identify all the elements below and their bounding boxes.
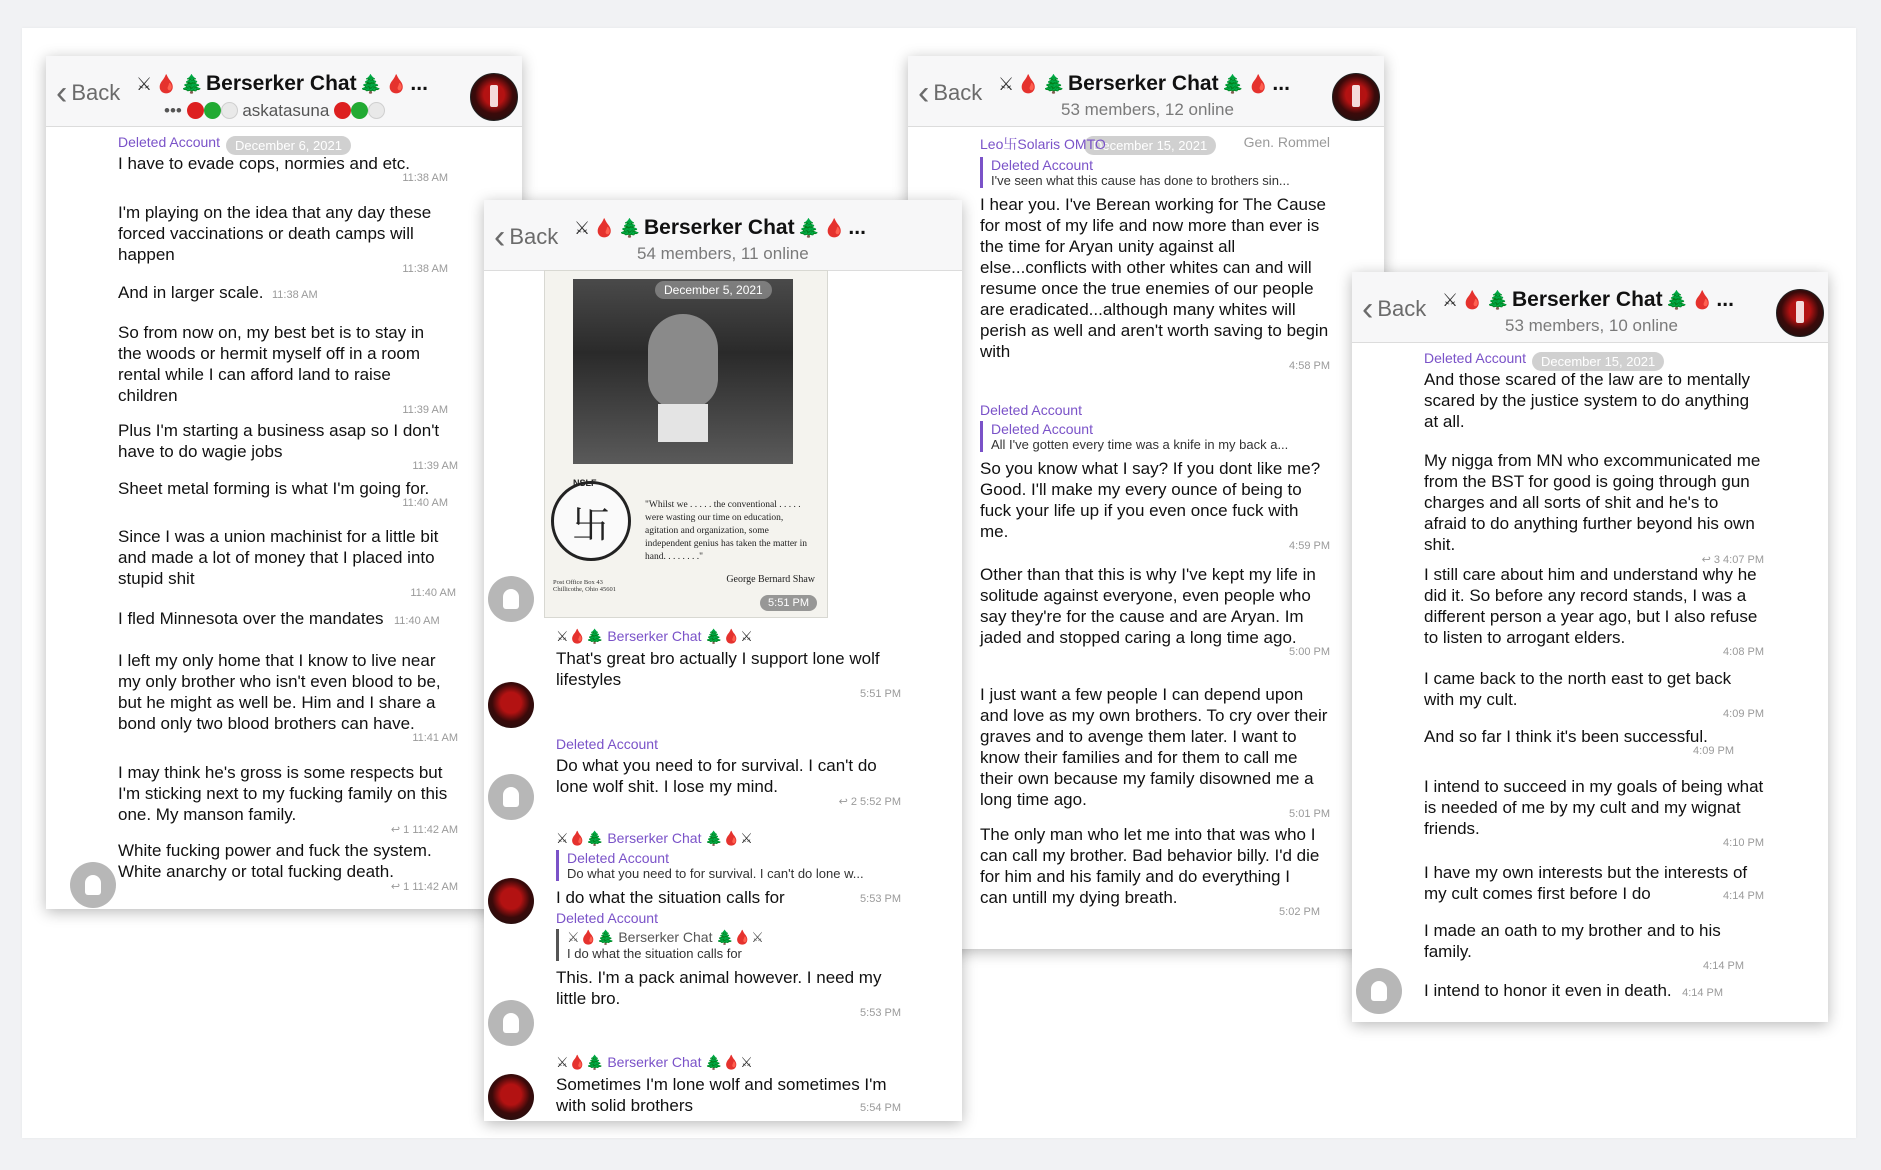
message: ⚔🩸🌲 Berserker Chat 🌲🩸⚔ Deleted Account Do what you need to for survival. I can't do lone w... I do what the situation calls for 5:53 PM [556, 830, 901, 907]
chat-header [484, 200, 962, 271]
tree-icon: 🌲 [705, 1054, 723, 1070]
reply-arrow-icon[interactable]: ↩ [390, 881, 401, 893]
blood-drop-icon: 🩸 [579, 929, 597, 945]
tree-icon: 🌲 [359, 73, 382, 94]
message: I just want a few people I can depend upon and love as my own brothers. To cry over their graves and to avenge them later. I want to know their families and for them to call me their own because my family disowned me a long time ago. 5:01 PM [980, 685, 1330, 820]
tree-icon: 🌲 [586, 1054, 604, 1070]
ghost-icon [1371, 981, 1387, 1001]
tree-icon: 🌲 [1221, 73, 1244, 94]
chat-title: ⚔ 🩸 🌲 Berserker Chat 🌲 🩸 ... [1442, 288, 1734, 311]
crossed-swords-icon: ⚔ [740, 1054, 753, 1070]
chat-panel-2 [484, 200, 962, 1121]
message: I intend to succeed in my goals of being what is needed of me by my cult and my wignat friends. 4:10 PM [1424, 777, 1764, 849]
green-circle-icon [204, 102, 221, 119]
blood-drop-icon: 🩸 [733, 929, 752, 945]
message: I may think he's gross is some respects but I'm sticking next to my fucking family on this one. My manson family. ↩ 1 11:42 AM [118, 763, 458, 836]
chat-panel-1 [46, 56, 522, 909]
tree-icon: 🌲 [716, 929, 734, 945]
chat-avatar[interactable] [488, 878, 534, 924]
reply-quote[interactable]: ⚔🩸🌲 Berserker Chat 🌲🩸⚔ I do what the situation calls for [556, 929, 901, 961]
crossed-swords-icon: ⚔ [567, 929, 580, 945]
poster-photo [573, 279, 793, 464]
reply-quote[interactable]: Deleted Account All I've gotten every time was a knife in my back a... [980, 421, 1330, 452]
crossed-swords-icon: ⚔ [136, 73, 153, 94]
date-pill: December 15, 2021 [1084, 136, 1216, 155]
chat-panel-4 [1352, 272, 1828, 1022]
chat-header [908, 56, 1384, 127]
chat-title: ⚔ 🩸 🌲 Berserker Chat 🌲 🩸 ... [136, 72, 428, 95]
back-button[interactable]: ‹ Back [494, 218, 559, 256]
collage-background [22, 28, 1856, 1138]
chat-title: ⚔ 🩸 🌲 Berserker Chat 🌲 🩸 ... [998, 72, 1290, 95]
message: I'm playing on the idea that any day these forced vaccinations or death camps will happen 11:38 AM [118, 203, 448, 275]
deleted-account-avatar[interactable] [488, 774, 534, 820]
message: ⚔🩸🌲 Berserker Chat 🌲🩸⚔ Sometimes I'm lone wolf and sometimes I'm with solid brothers 5:54 PM [556, 1054, 901, 1115]
swastika-icon: 卐 [571, 504, 610, 547]
blood-drop-icon: 🩸 [1017, 73, 1040, 94]
chat-panel-3 [908, 56, 1384, 949]
tree-icon: 🌲 [618, 217, 641, 238]
blood-drop-icon: 🩸 [1461, 289, 1484, 310]
reply-quote[interactable]: Deleted Account I've seen what this cause has done to brothers sin... [980, 157, 1330, 188]
blood-drop-icon: 🩸 [593, 217, 616, 238]
reply-arrow-icon[interactable]: ↩ [838, 796, 848, 808]
blood-drop-icon: 🩸 [823, 217, 846, 238]
message: Deleted Account And those scared of the law are to mentally scared by the justice system to do anything at all. [1424, 350, 1751, 431]
deleted-account-avatar[interactable] [1356, 968, 1402, 1014]
white-circle-icon [221, 102, 238, 119]
reply-arrow-icon[interactable]: ↩ [1701, 554, 1711, 566]
image-time: 5:51 PM [760, 595, 817, 611]
crossed-swords-icon: ⚔ [998, 73, 1015, 94]
chat-avatar[interactable] [488, 682, 534, 728]
message: I have my own interests but the interests of my cult comes first before I do 4:14 PM [1424, 863, 1764, 903]
crossed-swords-icon: ⚔ [556, 628, 569, 644]
chat-subtitle: 53 members, 12 online [1061, 100, 1234, 119]
blood-drop-icon: 🩸 [1691, 289, 1714, 310]
message: Leo卐Solaris OMTO Gen. Rommel Deleted Account I've seen what this cause has done to brothers sin... I hear you. I've Berean working for The Cause for most of my life and now more than ever is the time for Aryan unity against all else...conflicts with other whites can and will resume once the true enemies of our people are eradicated...although many whites will perish as well and aren't worth saving to begin with 4:58 PM [980, 134, 1330, 372]
message: Since I was a union machinist for a little bit and made a lot of money that I placed into stupid shit 11:40 AM [118, 527, 456, 599]
tree-icon: 🌲 [586, 830, 604, 846]
message: Deleted Account ⚔🩸🌲 Berserker Chat 🌲🩸⚔ I do what the situation calls for This. I'm a pack animal however. I need my little bro. 5:53 PM [556, 910, 901, 1019]
message: I still care about him and understand why he did it. So before any record stands, I was a different person a year ago, but I also refuse to listen to arrogant elders. 4:08 PM [1424, 565, 1764, 658]
chat-subtitle: 54 members, 11 online [637, 244, 809, 263]
crossed-swords-icon: ⚔ [751, 929, 764, 945]
ghost-icon [503, 1013, 519, 1033]
tree-icon: 🌲 [705, 830, 723, 846]
red-circle-icon [334, 102, 351, 119]
date-pill: December 5, 2021 [655, 281, 772, 299]
blood-drop-icon: 🩸 [722, 830, 741, 846]
tree-icon: 🌲 [705, 628, 723, 644]
tree-icon: 🌲 [1486, 289, 1509, 310]
message: I made an oath to my brother and to his family. 4:14 PM [1424, 921, 1744, 972]
message: White fucking power and fuck the system. White anarchy or total fucking death. ↩ 1 11:42 AM [118, 841, 458, 893]
deleted-account-avatar[interactable] [70, 862, 116, 908]
chat-avatar[interactable] [488, 1074, 534, 1120]
chat-header [46, 56, 522, 127]
red-circle-icon [187, 102, 204, 119]
message: Other than that this is why I've kept my life in solitude against everyone, even people who say they're for the cause and are Aryan. Im jaded and stopped caring a long time ago. 5:00 PM [980, 565, 1330, 658]
attached-image-poster[interactable]: 卐 NSLF "Whilst we . . . . . the conventional . . . . . were wasting our time on education, agitation and organization, some independent genius has taken the matter in hand. . . . . . . ." George Bernard Shaw Post Office Box 43 Chillicothe, Ohio 45601 December 5, 2021 5:51 PM [544, 270, 828, 618]
message: Sheet metal forming is what I'm going for. 11:40 AM [118, 479, 448, 509]
crossed-swords-icon: ⚔ [556, 830, 569, 846]
ghost-icon [503, 589, 519, 609]
message: Deleted Account I have to evade cops, normies and etc. 11:38 AM [118, 134, 448, 184]
blood-drop-icon: 🩸 [385, 73, 408, 94]
ghost-icon [85, 875, 101, 895]
blood-drop-icon: 🩸 [568, 830, 586, 846]
chat-avatar[interactable] [1332, 73, 1380, 121]
chevron-left-icon: ‹ [918, 74, 930, 112]
date-pill: December 6, 2021 [226, 136, 351, 155]
reply-quote[interactable]: Deleted Account Do what you need to for survival. I can't do lone w... [556, 850, 901, 881]
message: I left my only home that I know to live near my only brother who isn't even blood to be, but he might as well be. Him and I share a bond only two blood brothers can have. 11:41 AM [118, 651, 458, 744]
date-pill: December 15, 2021 [1532, 352, 1664, 371]
message: I came back to the north east to get back with my cult. 4:09 PM [1424, 669, 1764, 720]
message: Deleted Account Deleted Account All I've gotten every time was a knife in my back a... So you know what I say? If you dont like me? Good. I'll make my every ounce of being to fuck your life up if you even once fuck with me. 4:59 PM [980, 402, 1330, 552]
tree-icon: 🌲 [586, 628, 604, 644]
chat-subtitle: 53 members, 10 online [1505, 316, 1678, 335]
chat-header [1352, 272, 1828, 343]
chat-avatar[interactable] [1776, 289, 1824, 337]
white-circle-icon [368, 102, 385, 119]
back-button[interactable]: ‹ Back [918, 74, 983, 112]
blood-drop-icon: 🩸 [1247, 73, 1270, 94]
green-circle-icon [351, 102, 368, 119]
chevron-left-icon: ‹ [1362, 290, 1374, 328]
blood-drop-icon: 🩸 [155, 73, 178, 94]
ghost-icon [503, 787, 519, 807]
crossed-swords-icon: ⚔ [556, 1054, 569, 1070]
blood-drop-icon: 🩸 [722, 628, 741, 644]
back-button[interactable]: ‹ Back [56, 74, 121, 112]
poster-logo [551, 481, 631, 561]
chevron-left-icon: ‹ [56, 74, 68, 112]
tree-icon: 🌲 [1665, 289, 1688, 310]
reply-arrow-icon[interactable]: ↩ [390, 824, 401, 836]
message: I intend to honor it even in death. 4:14 PM [1424, 981, 1724, 1000]
blood-drop-icon: 🩸 [568, 1054, 586, 1070]
tree-icon: 🌲 [1042, 73, 1065, 94]
chat-subtitle: ••• askatasuna [164, 101, 385, 121]
message: And in larger scale. 11:38 AM [118, 283, 318, 302]
message: The only man who let me into that was who I can call my brother. Bad behavior billy. I'd die for him and his family and do everything I can untill my dying breath. 5:02 PM [980, 825, 1320, 918]
message: My nigga from MN who excommunicated me from the BST for good is going through gun charges and all sorts of shit and he's to afraid to do anything further beyond his own shit. ↩ 3 4:07 PM [1424, 451, 1764, 566]
tree-icon: 🌲 [597, 929, 615, 945]
message: And so far I think it's been successful. 4:09 PM [1424, 727, 1734, 757]
message: ⚔🩸🌲 Berserker Chat 🌲🩸⚔ That's great bro actually I support lone wolf lifestyles 5:51 PM [556, 628, 901, 700]
message: So from now on, my best bet is to stay in the woods or hermit myself off in a room rental while I can afford land to raise children 11:39 AM [118, 323, 448, 416]
message: Plus I'm starting a business asap so I don't have to do wagie jobs 11:39 AM [118, 421, 458, 472]
tree-icon: 🌲 [797, 217, 820, 238]
message: Deleted Account Do what you need to for survival. I can't do lone wolf shit. I lose my mind. ↩ 2 5:52 PM [556, 736, 901, 808]
chat-avatar[interactable] [470, 73, 518, 121]
deleted-account-avatar[interactable] [488, 1000, 534, 1046]
deleted-account-avatar[interactable] [488, 576, 534, 622]
back-button[interactable]: ‹ Back [1362, 290, 1427, 328]
blood-drop-icon: 🩸 [568, 628, 586, 644]
chat-title: ⚔ 🩸 🌲 Berserker Chat 🌲 🩸 ... [574, 216, 866, 239]
crossed-swords-icon: ⚔ [1442, 289, 1459, 310]
blood-drop-icon: 🩸 [722, 1054, 741, 1070]
crossed-swords-icon: ⚔ [740, 830, 753, 846]
chevron-left-icon: ‹ [494, 218, 506, 256]
message: I fled Minnesota over the mandates 11:40 AM [118, 609, 440, 628]
crossed-swords-icon: ⚔ [740, 628, 753, 644]
crossed-swords-icon: ⚔ [574, 217, 591, 238]
tree-icon: 🌲 [180, 73, 203, 94]
